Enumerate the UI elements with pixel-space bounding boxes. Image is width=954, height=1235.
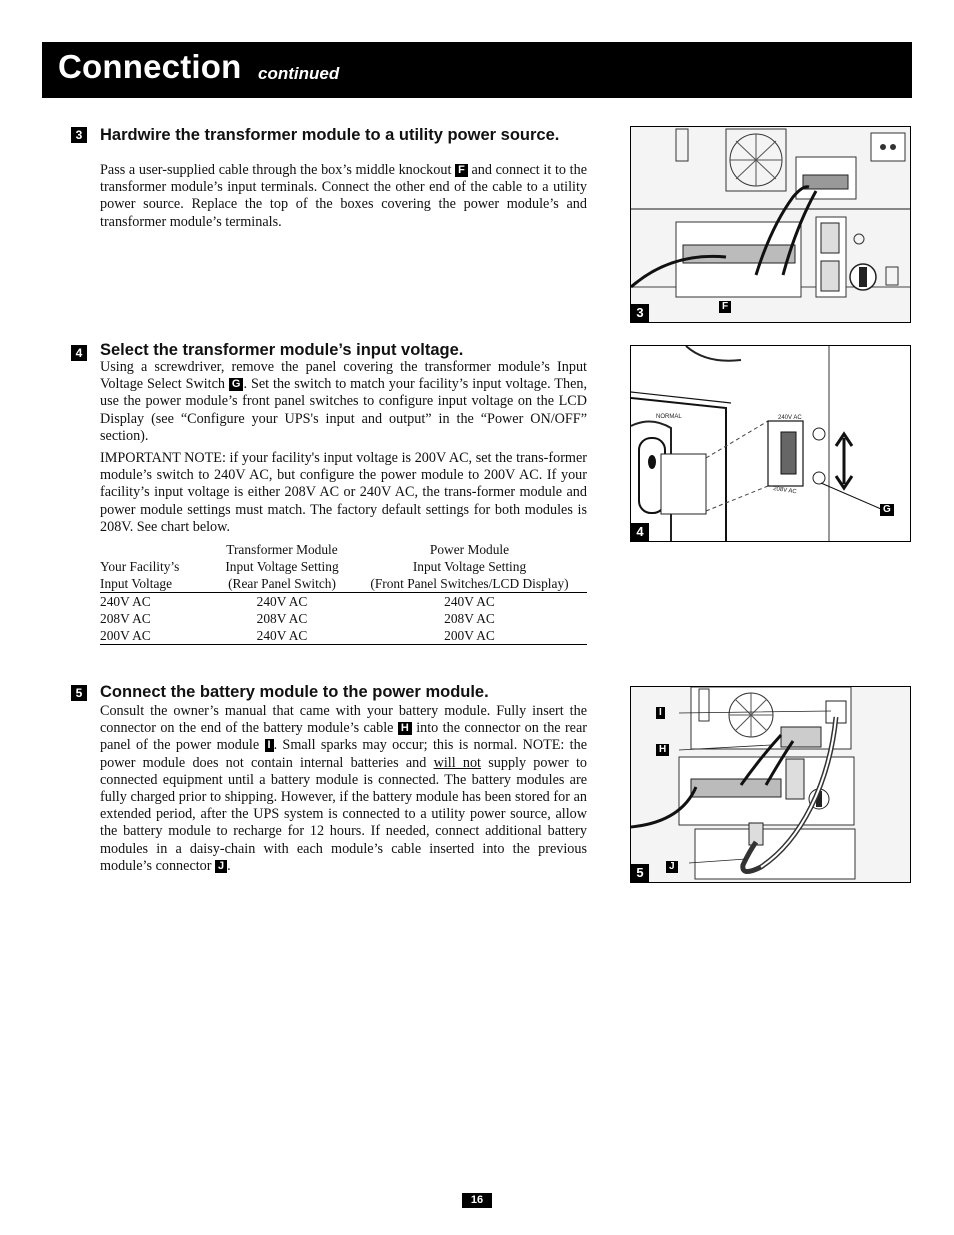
table-row: 208V AC 208V AC 208V AC	[100, 611, 495, 626]
step-3-heading: Hardwire the transformer module to a utility power source.	[100, 126, 560, 144]
figure-3-drawing	[631, 127, 910, 322]
step-4-heading: Select the transformer module’s input voltage.	[100, 341, 464, 359]
page-title: Connection	[58, 48, 242, 85]
step-4-number: 4	[71, 345, 87, 361]
callout-f: F	[455, 164, 468, 177]
step-3-paragraph: Pass a user-supplied cable through the box’s middle knockout F and connect it to the transformer module’s input terminals. Connect the other end of the cable to a utility power source. Replace the top of the boxes covering the power module’s and transformer module’s terminals.	[100, 162, 587, 230]
callout-j: J	[215, 860, 227, 873]
step-4-paragraph-1: Using a screwdriver, remove the panel covering the transformer module’s Input Voltage Select Switch G . Set the switch to match your facility’s input voltage. Then, use the power module’s front panel switches to configure input voltage on the LCD Display (see “Configure your UPS's input and output” in the “Power ON/OFF” section).	[100, 359, 588, 444]
figure-5-tag-j: J	[666, 861, 678, 873]
table-header-row: Input Voltage (Rear Panel Switch) (Front Panel Switches/LCD Display)	[100, 575, 587, 593]
figure-5-tag-i: I	[656, 707, 665, 719]
figure-3-tag-f: F	[719, 301, 731, 313]
figure-4-label-240v: 240V AC	[778, 415, 802, 421]
figure-5-illustration	[630, 686, 911, 883]
step-5-paragraph: Consult the owner’s manual that came with your battery module. Fully insert the connector on the end of the battery module’s cable H into the connector on the rear panel of the power module I . Small sparks may occur; this is normal. NOTE: the power module does not contain internal batteries and will not supply power to connected equipment until a battery module is connected. The battery modules are fully charged prior to shipping. However, if the battery module has been stored for an extended period, after the UPS system is connected to a utility power source, allow the battery module to recharge for 12 hours. If needed, connect additional battery modules in a daisy-chain with each module’s cable inserted into the previous module’s connector J .	[100, 703, 588, 874]
table-header-row: Your Facility’s Input Voltage Setting Input Voltage Setting	[100, 559, 527, 574]
figure-5-drawing	[631, 687, 910, 882]
step-5-number: 5	[71, 685, 87, 701]
figure-4-tag-g: G	[880, 504, 894, 516]
step-3-number: 3	[71, 127, 87, 143]
figure-4-label-normal: NORMAL	[656, 414, 682, 420]
voltage-settings-table	[100, 541, 587, 645]
table-row: 240V AC 240V AC 240V AC	[100, 594, 495, 609]
figure-4-number: 4	[631, 523, 649, 541]
table-row: 200V AC 240V AC 200V AC	[100, 627, 587, 645]
page-number: 16	[462, 1193, 492, 1208]
figure-3-number: 3	[631, 304, 649, 322]
page-subtitle: continued	[258, 64, 340, 83]
callout-h: H	[398, 722, 412, 735]
header-banner	[42, 42, 912, 98]
step-5-heading: Connect the battery module to the power module.	[100, 683, 489, 701]
step-4-important-note: IMPORTANT NOTE: if your facility's input voltage is 200V AC, set the trans-former module’s switch to 240V AC, but configure the power module to 200V AC. If your facility’s input voltage is either 208V AC or 240V AC, the trans-former module and power module settings must match. The factory default settings for both modules is 208V. See chart below.	[100, 450, 587, 535]
figure-3-illustration	[630, 126, 911, 323]
table-header-row: Transformer Module Power Module	[226, 542, 510, 557]
callout-i: I	[265, 739, 274, 752]
figure-5-tag-h: H	[656, 744, 669, 756]
callout-g: G	[229, 378, 244, 391]
figure-4-illustration	[630, 345, 911, 542]
figure-4-drawing	[631, 346, 910, 541]
figure-4-label-208v: 208V AC	[772, 486, 798, 496]
figure-5-number: 5	[631, 864, 649, 882]
